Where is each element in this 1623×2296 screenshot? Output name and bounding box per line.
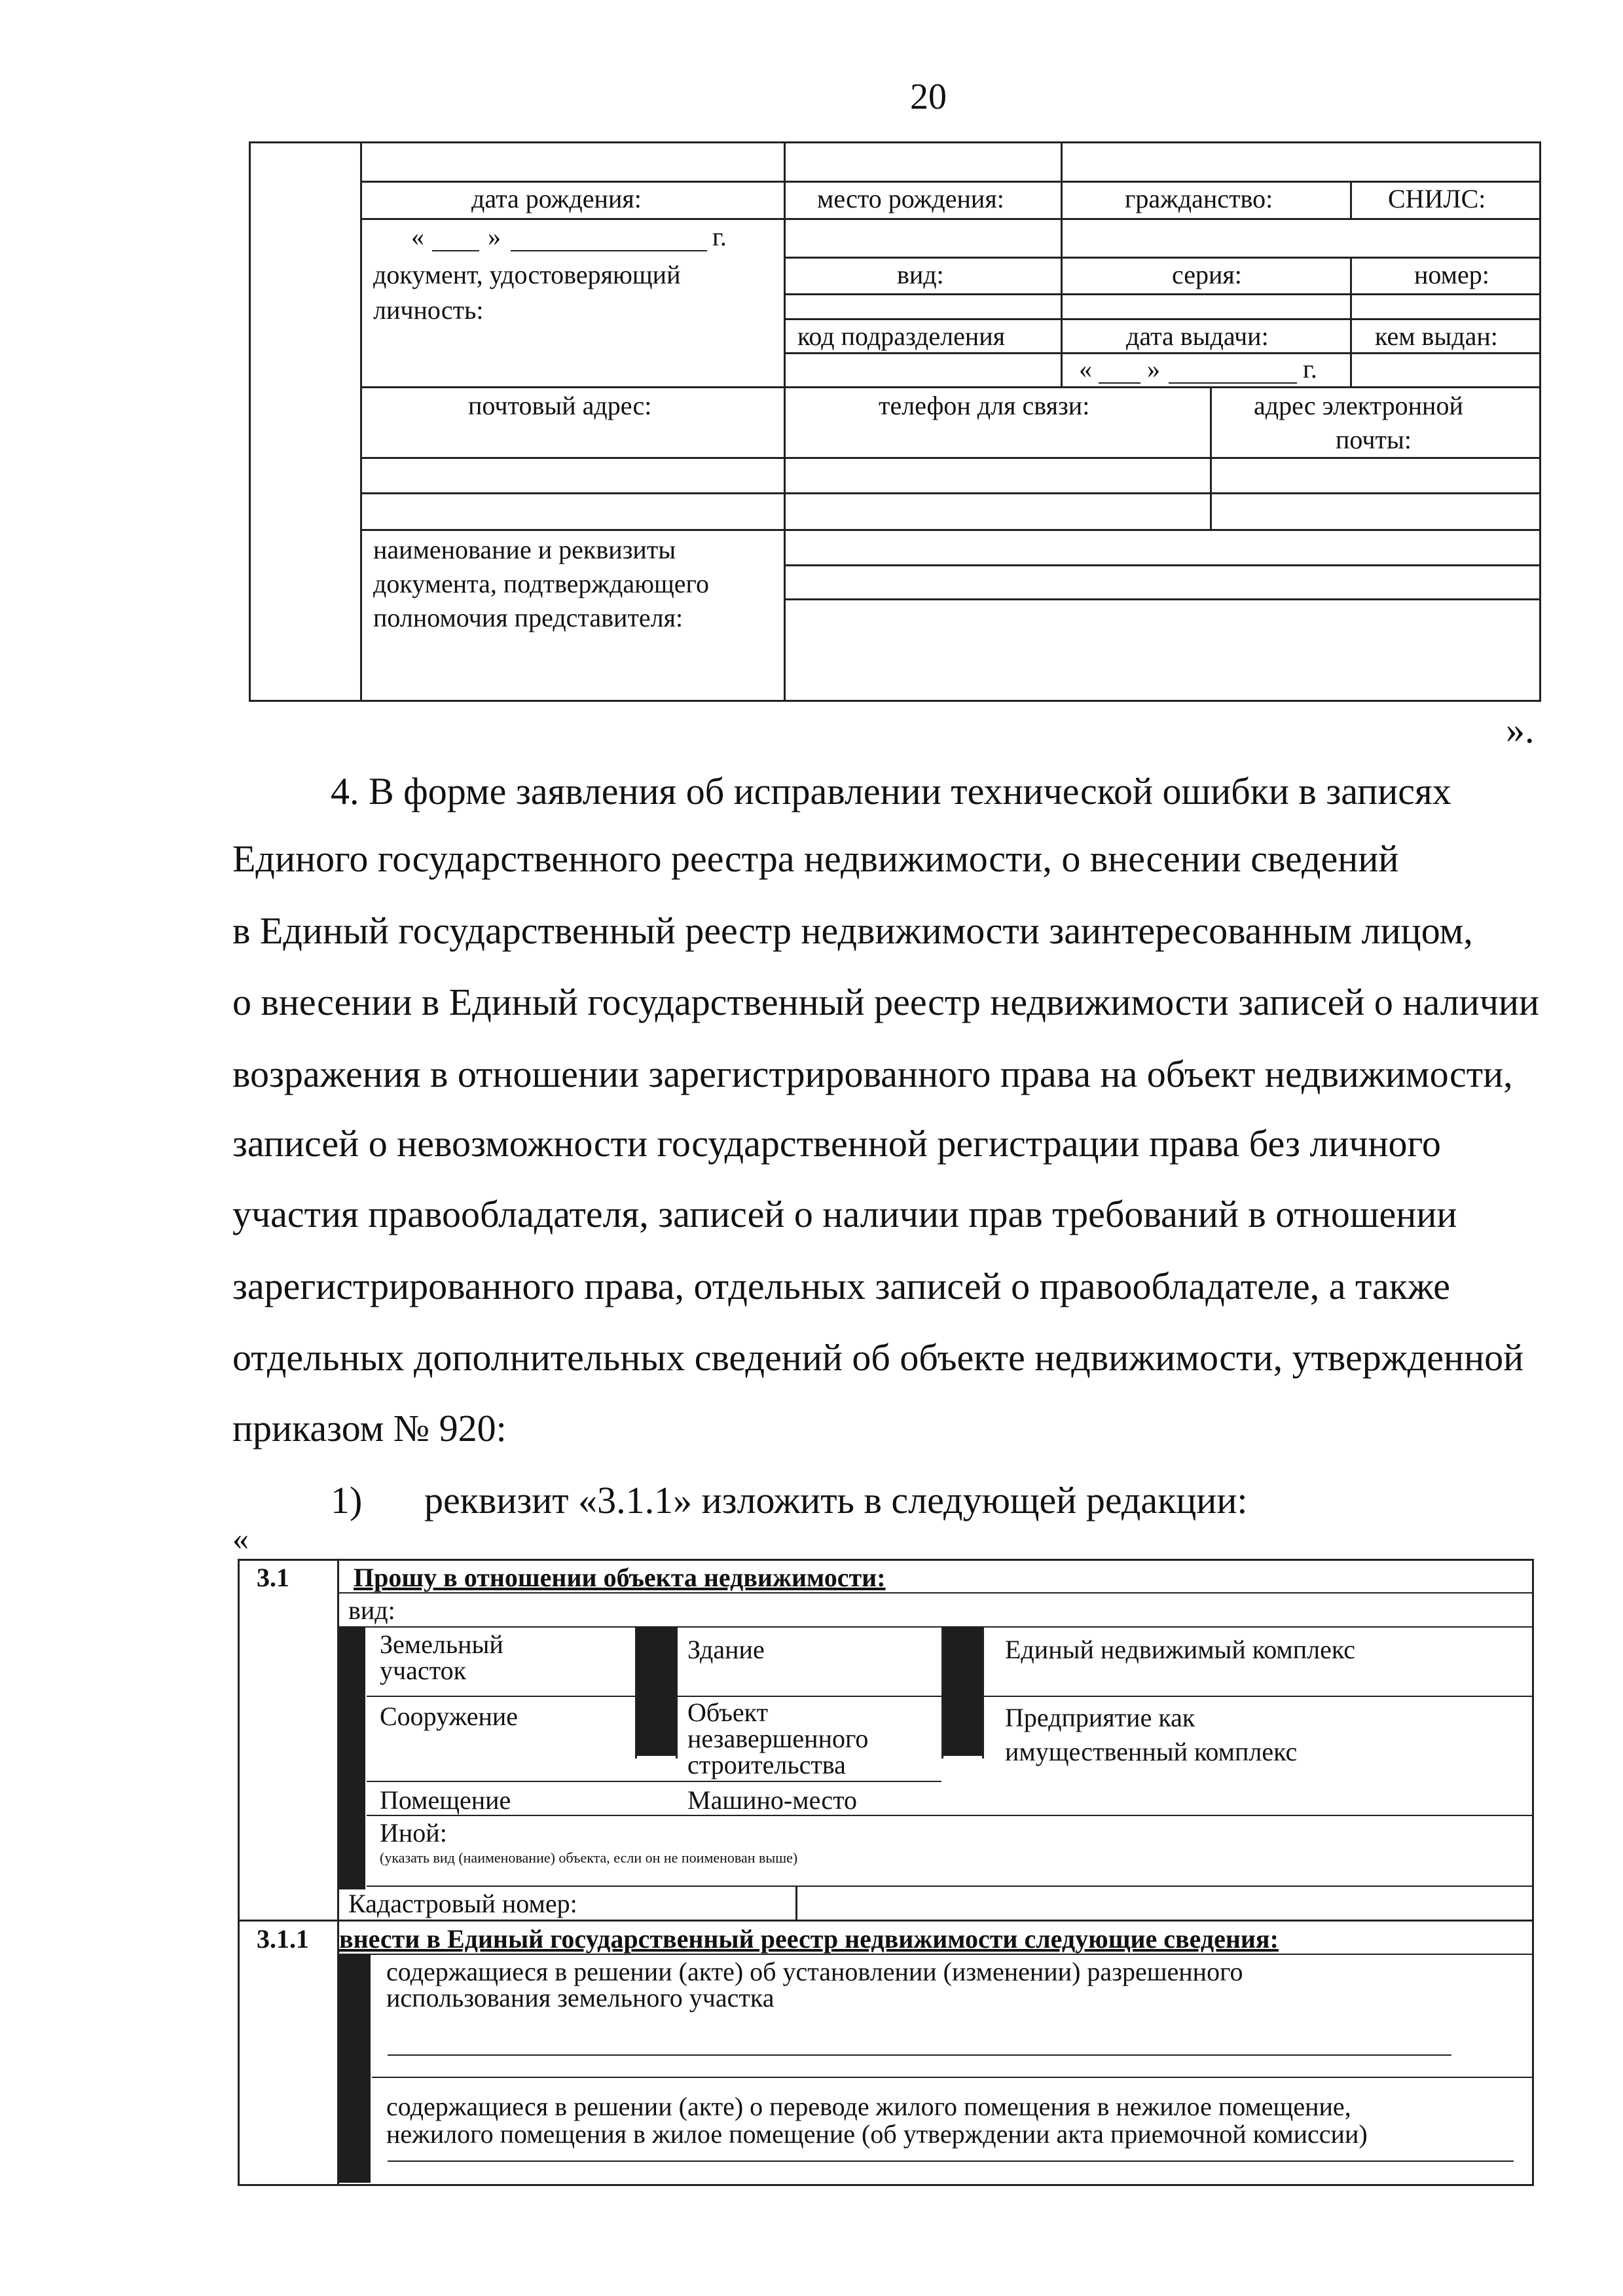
checkbox-single-complex[interactable] [941,1628,982,1756]
item-text: реквизит «3.1.1» изложить в следующей редакции: [424,1479,1248,1522]
item-number: 1) [331,1479,363,1522]
option-premises[interactable]: Помещение [380,1785,511,1815]
phone-label: телефон для связи: [879,391,1090,420]
kind-label: вид: [348,1595,395,1625]
option-single-complex[interactable]: Единый недвижимый комплекс [1005,1635,1356,1664]
checkbox-building[interactable] [635,1628,676,1756]
email-label-2: почты: [1336,425,1412,454]
citizenship-label: гражданство: [1125,184,1273,213]
option-building[interactable]: Здание [687,1635,765,1664]
option-structure[interactable]: Сооружение [380,1702,519,1731]
doc-kind-label: вид: [897,260,944,289]
id-document-label: документ, удостоверяющий [373,260,681,289]
rep-doc-label: наименование и реквизиты [373,535,676,564]
rep-doc-label-3: полномочия представителя: [373,603,684,632]
rep-doc-label-2: документа, подтверждающего [373,569,709,598]
section-3-1-number: 3.1 [257,1563,289,1592]
section-3-1-1-number: 3.1.1 [257,1924,309,1954]
checkbox-column-3-1-1 [339,1955,371,2183]
cadastral-number-label: Кадастровый номер: [348,1889,577,1918]
other-hint: (указать вид (наименование) объекта, если он не поименован выше) [380,1850,798,1866]
email-label: адрес электронной [1254,391,1463,420]
issued-by-label: кем выдан: [1375,321,1498,351]
option-other[interactable]: Иной: [380,1818,447,1848]
open-quote: « [232,1520,249,1557]
birth-date-label: дата рождения: [471,184,642,213]
id-document-label-2: личность: [373,295,484,325]
issue-date-label: дата выдачи: [1126,321,1269,351]
option-parking[interactable]: Машино-место [687,1785,858,1815]
postal-address-label: почтовый адрес: [468,391,652,420]
doc-number-label: номер: [1414,260,1489,289]
section-3-1-title: Прошу в отношении объекта недвижимости: [354,1563,886,1592]
doc-series-label: серия: [1172,260,1242,289]
closing-quote: ». [1506,708,1535,751]
division-code-label: код подразделения [797,321,1006,351]
section-3-1-1-title: внести в Единый государственный реестр недвижимости следующие сведения: [339,1924,1279,1954]
snils-label: СНИЛС: [1388,184,1486,213]
birth-place-label: место рождения: [817,184,1004,213]
page-number: 20 [910,77,947,117]
